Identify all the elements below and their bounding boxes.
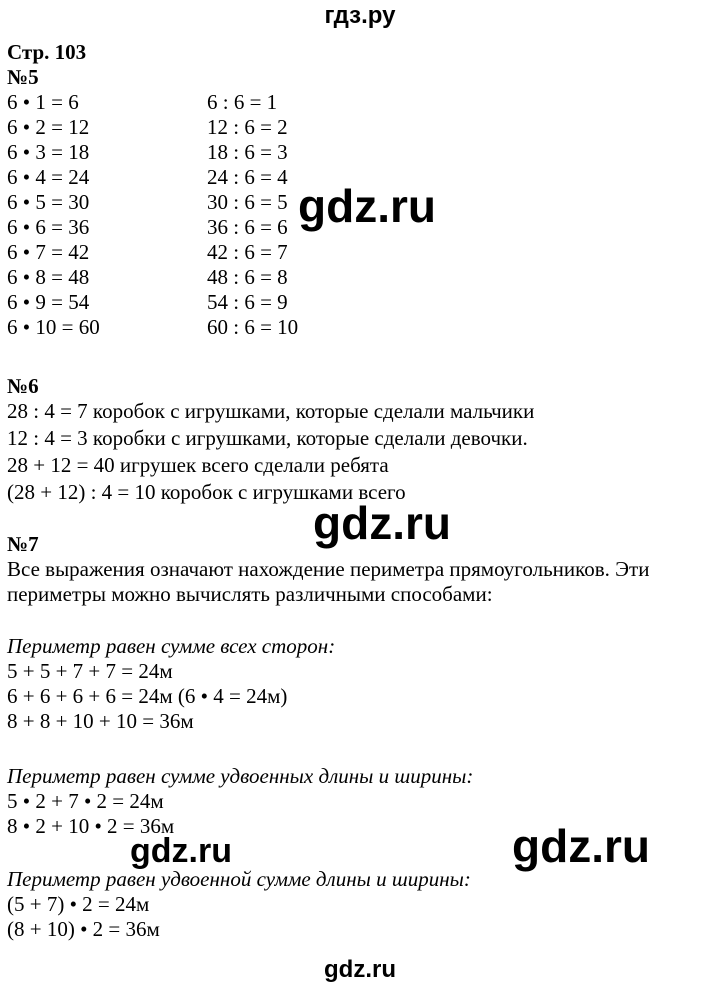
page-label: Стр. 103 bbox=[7, 40, 87, 64]
div-line: 12 : 6 = 2 bbox=[207, 115, 288, 139]
watermark-logo: gdz.ru bbox=[130, 832, 232, 870]
div-line: 18 : 6 = 3 bbox=[207, 140, 288, 164]
method1-title: Периметр равен сумме всех сторон: bbox=[7, 634, 336, 658]
task6-line: 12 : 4 = 3 коробки с игрушками, которые сделали девочки. bbox=[7, 426, 528, 450]
task7-heading: №7 bbox=[7, 532, 39, 556]
task6-line: 28 : 4 = 7 коробок с игрушками, которые сделали мальчики bbox=[7, 399, 535, 423]
mult-line: 6 • 7 = 42 bbox=[7, 240, 90, 264]
method1-line: 6 + 6 + 6 + 6 = 24м (6 • 4 = 24м) bbox=[7, 684, 288, 708]
method2-line: 5 • 2 + 7 • 2 = 24м bbox=[7, 789, 164, 813]
method2-title: Периметр равен сумме удвоенных длины и ширины: bbox=[7, 764, 474, 788]
div-line: 60 : 6 = 10 bbox=[207, 315, 299, 339]
method1-line: 8 + 8 + 10 + 10 = 36м bbox=[7, 709, 194, 733]
task6-line: 28 + 12 = 40 игрушек всего сделали ребята bbox=[7, 453, 389, 477]
method3-line: (5 + 7) • 2 = 24м bbox=[7, 892, 150, 916]
mult-line: 6 • 10 = 60 bbox=[7, 315, 100, 339]
method2-line: 8 • 2 + 10 • 2 = 36м bbox=[7, 814, 175, 838]
task7-intro-line: периметры можно вычислять различными способами: bbox=[7, 582, 493, 606]
mult-line: 6 • 2 = 12 bbox=[7, 115, 90, 139]
div-line: 36 : 6 = 6 bbox=[207, 215, 288, 239]
task6-heading: №6 bbox=[7, 374, 39, 398]
mult-line: 6 • 4 = 24 bbox=[7, 165, 90, 189]
watermark-logo: gdz.ru bbox=[313, 497, 451, 549]
div-line: 48 : 6 = 8 bbox=[207, 265, 288, 289]
div-line: 24 : 6 = 4 bbox=[207, 165, 288, 189]
watermark-top: гдз.ру bbox=[324, 2, 396, 29]
div-line: 30 : 6 = 5 bbox=[207, 190, 288, 214]
method1-line: 5 + 5 + 7 + 7 = 24м bbox=[7, 659, 173, 683]
mult-line: 6 • 3 = 18 bbox=[7, 140, 90, 164]
task6-line: (28 + 12) : 4 = 10 коробок с игрушками всего bbox=[7, 480, 406, 504]
mult-line: 6 • 6 = 36 bbox=[7, 215, 90, 239]
method3-title: Периметр равен удвоенной сумме длины и ширины: bbox=[7, 867, 471, 891]
div-line: 6 : 6 = 1 bbox=[207, 90, 278, 114]
div-line: 42 : 6 = 7 bbox=[207, 240, 288, 264]
watermark-bottom: gdz.ru bbox=[324, 956, 396, 983]
watermark-logo: gdz.ru bbox=[298, 180, 436, 232]
div-line: 54 : 6 = 9 bbox=[207, 290, 288, 314]
method3-line: (8 + 10) • 2 = 36м bbox=[7, 917, 160, 941]
watermark-logo: gdz.ru bbox=[512, 820, 650, 872]
task7-intro-line: Все выражения означают нахождение периметра прямоугольников. Эти bbox=[7, 557, 650, 581]
mult-line: 6 • 9 = 54 bbox=[7, 290, 90, 314]
mult-line: 6 • 8 = 48 bbox=[7, 265, 90, 289]
mult-line: 6 • 5 = 30 bbox=[7, 190, 90, 214]
mult-line: 6 • 1 = 6 bbox=[7, 90, 79, 114]
task5-heading: №5 bbox=[7, 65, 39, 89]
